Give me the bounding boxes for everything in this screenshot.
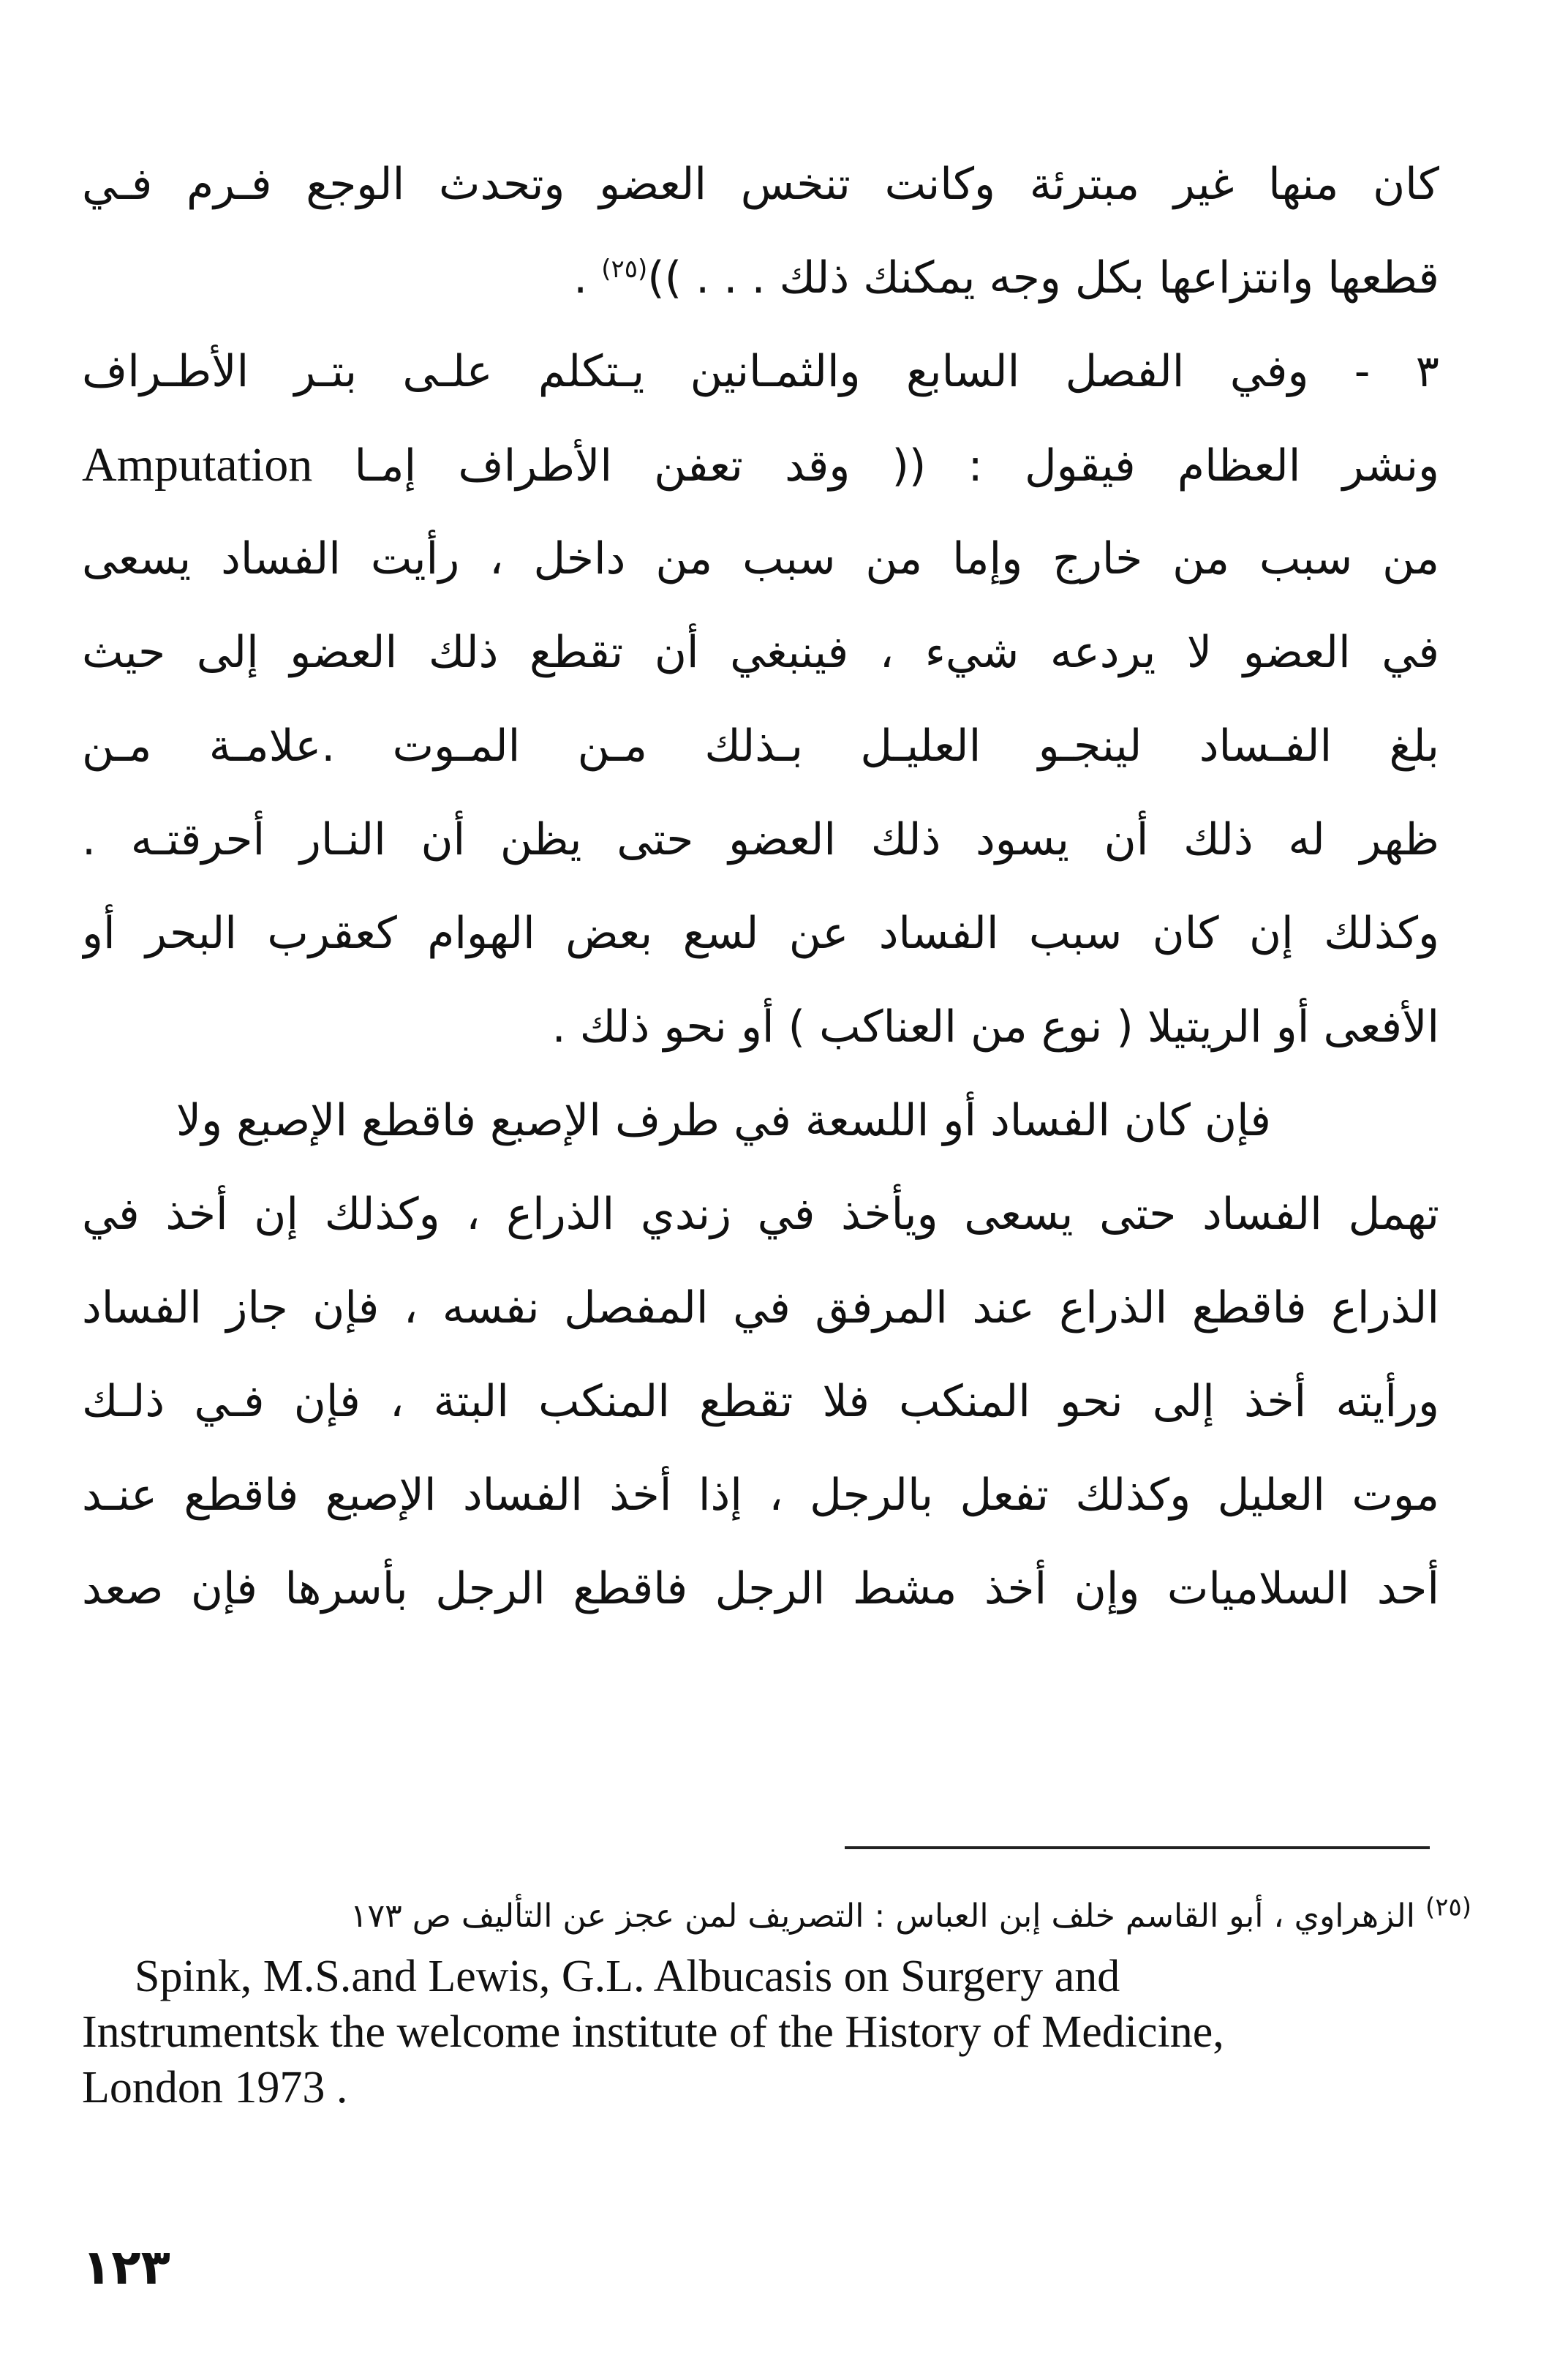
text-line-segment: قطعها وانتزاعها بكل وجه يمكنك ذلك . . . )) [647, 252, 1439, 304]
text-line: الأفعى أو الريتيلا ( نوع من العناكب ) أو نحو ذلك . [551, 1001, 1439, 1053]
text-line: بلغ الفـساد لينجـو العليـل بـذلك مـن المـوت .علامـة مـن [82, 721, 1439, 772]
text-line: في العضو لا يردعه شيء ، فينبغي أن تقطع ذلك العضو إلى حيث [82, 627, 1439, 678]
text-line: وكذلك إن كان سبب الفساد عن لسع بعض الهوام كعقرب البحر أو [82, 908, 1439, 959]
main-text [82, 138, 1439, 1636]
text-line [82, 418, 1439, 512]
footnote-english-line: Spink, M.S.and Lewis, G.L. Albucasis on Surgery and [135, 1952, 1120, 2001]
footnote-arabic [82, 1887, 1471, 1946]
text-line: ظهر له ذلك أن يسود ذلك العضو حتى يظن أن النـار أحرقتـه . [82, 814, 1439, 865]
text-line: من سبب من خارج وإما من سبب من داخل ، رأيت الفساد يسعى [82, 533, 1439, 584]
latin-term: Amputation [82, 438, 313, 492]
footnote-reference: (٢٥) [601, 255, 648, 284]
text-line-segment: ونشر العظام فيقول : (( وقد تعفن الأطراف إمـا [354, 440, 1439, 492]
footnote-english-line: London 1973 . [82, 2063, 348, 2113]
text-line: كان منها غير مبترئة وكانت تنخس العضو وتحدث الوجع فـرم فـي [82, 159, 1439, 210]
footnote-arabic-text: الزهراوي ، أبو القاسم خلف إبن العباس : التصريف لمن عجز عن التأليف ص ١٧٣ [350, 1897, 1415, 1935]
text-line [82, 231, 1439, 325]
footnote-separator [845, 1846, 1430, 1849]
footnote-english [82, 1949, 1471, 2115]
paragraph-first-line: فإن كان الفساد أو اللسعة في طرف الإصبع فاقطع الإصبع ولا [176, 1095, 1271, 1146]
page-number: ١٢٣ [82, 2239, 170, 2295]
text-line: موت العليل وكذلك تفعل بالرجل ، إذا أخذ الفساد الإصبع فاقطع عنـد [82, 1470, 1439, 1521]
text-line-end: . [573, 252, 588, 304]
text-line: الذراع فاقطع الذراع عند المرفق في المفصل نفسه ، فإن جاز الفساد [82, 1282, 1439, 1333]
text-line: ورأيته أخذ إلى نحو المنكب فلا تقطع المنكب البتة ، فإن فـي ذلـك [82, 1376, 1439, 1427]
footnote-english-line: Instrumentsk the welcome institute of the History of Medicine, [82, 2007, 1224, 2057]
text-line: تهمل الفساد حتى يسعى ويأخذ في زندي الذراع ، وكذلك إن أخذ في [82, 1189, 1439, 1240]
footnote-marker: (٢٥) [1425, 1892, 1471, 1922]
text-line: ٣ - وفي الفصل السابع والثمـانين يـتكلم علـى بتـر الأطـراف [82, 346, 1439, 397]
text-line: أحد السلاميات وإن أخذ مشط الرجل فاقطع الرجل بأسرها فإن صعد [82, 1563, 1439, 1614]
